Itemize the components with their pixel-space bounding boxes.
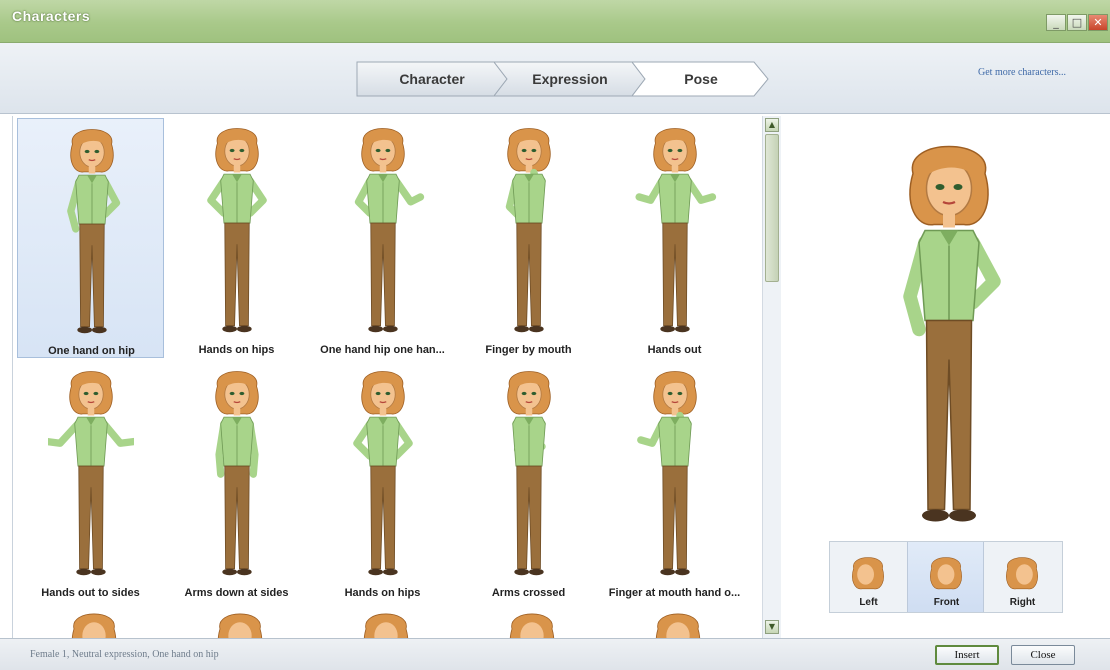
pose-label: Hands out — [647, 344, 702, 356]
pose-label: Arms crossed — [491, 587, 566, 599]
view-option-right[interactable] — [984, 542, 1061, 612]
view-label: Right — [1009, 597, 1036, 608]
close-button[interactable]: Close — [1011, 645, 1075, 665]
pose-tile[interactable] — [455, 118, 602, 358]
pose-label: Hands on hips — [198, 344, 275, 356]
pose-thumbnail-image — [486, 365, 572, 585]
pose-tile[interactable] — [17, 361, 164, 601]
pose-tile[interactable] — [163, 118, 310, 358]
pose-tile-partial[interactable] — [215, 606, 265, 638]
head-thumbnail-icon — [850, 552, 886, 592]
maximize-button[interactable]: □ — [1067, 14, 1087, 31]
pose-tile[interactable] — [601, 361, 748, 601]
gallery-scrollbar[interactable] — [762, 116, 781, 638]
pose-tile[interactable] — [455, 361, 602, 601]
view-angle-selector — [829, 541, 1063, 613]
insert-button[interactable]: Insert — [935, 645, 999, 665]
status-bar — [0, 638, 1110, 670]
pose-thumbnail-image — [632, 365, 718, 585]
head-thumbnail-icon — [928, 552, 964, 592]
pose-label: Arms down at sides — [184, 587, 289, 599]
step-pose-label: Pose — [684, 71, 718, 87]
pose-tile[interactable] — [309, 361, 456, 601]
step-expression[interactable] — [494, 61, 646, 97]
wizard-header — [0, 43, 1110, 114]
pose-thumbnail-image — [49, 123, 135, 343]
view-option-front[interactable] — [907, 542, 984, 612]
close-window-button[interactable]: ✕ — [1088, 14, 1108, 31]
pose-label: Hands out to sides — [41, 587, 140, 599]
pose-gallery — [12, 116, 761, 638]
pose-thumbnail-image — [194, 365, 280, 585]
pose-tile-partial[interactable] — [361, 606, 411, 638]
get-more-characters-link[interactable]: Get more characters... — [978, 67, 1067, 78]
pose-thumbnail-image — [48, 365, 134, 585]
step-expression-label: Expression — [532, 71, 608, 87]
pose-thumbnail-image — [340, 365, 426, 585]
pose-thumbnail-image — [340, 122, 426, 342]
pose-label: Hands on hips — [344, 587, 421, 599]
pose-tile[interactable] — [17, 118, 164, 358]
step-character[interactable] — [356, 61, 508, 97]
scroll-up-icon[interactable]: ▲ — [765, 118, 779, 132]
pose-thumbnail-image — [486, 122, 572, 342]
selection-status-text: Female 1, Neutral expression, One hand on hip — [30, 649, 219, 660]
wizard-steps — [356, 61, 770, 97]
step-character-label: Character — [399, 71, 465, 87]
title-bar — [0, 0, 1110, 43]
pose-tile-partial[interactable] — [653, 606, 703, 638]
character-preview-image — [874, 132, 1024, 542]
pose-tile[interactable] — [163, 361, 310, 601]
pose-thumbnail-image — [194, 122, 280, 342]
step-pose[interactable] — [632, 61, 770, 97]
window-title: Characters — [12, 8, 91, 24]
pose-tile[interactable] — [601, 118, 748, 358]
view-option-left[interactable] — [830, 542, 907, 612]
scroll-down-icon[interactable]: ▼ — [765, 620, 779, 634]
pose-label: Finger by mouth — [485, 344, 572, 356]
head-thumbnail-icon — [1004, 552, 1040, 592]
view-label: Left — [859, 597, 878, 608]
pose-tile-partial[interactable] — [507, 606, 557, 638]
pose-thumbnail-image — [632, 122, 718, 342]
pose-tile[interactable] — [309, 118, 456, 358]
scroll-thumb[interactable] — [765, 134, 779, 282]
minimize-button[interactable]: _ — [1046, 14, 1066, 31]
pose-label: Finger at mouth hand o... — [608, 587, 741, 599]
pose-label: One hand hip one han... — [320, 344, 445, 356]
view-label: Front — [933, 597, 960, 608]
pose-tile-partial[interactable] — [69, 606, 119, 638]
pose-label: One hand on hip — [48, 345, 135, 357]
